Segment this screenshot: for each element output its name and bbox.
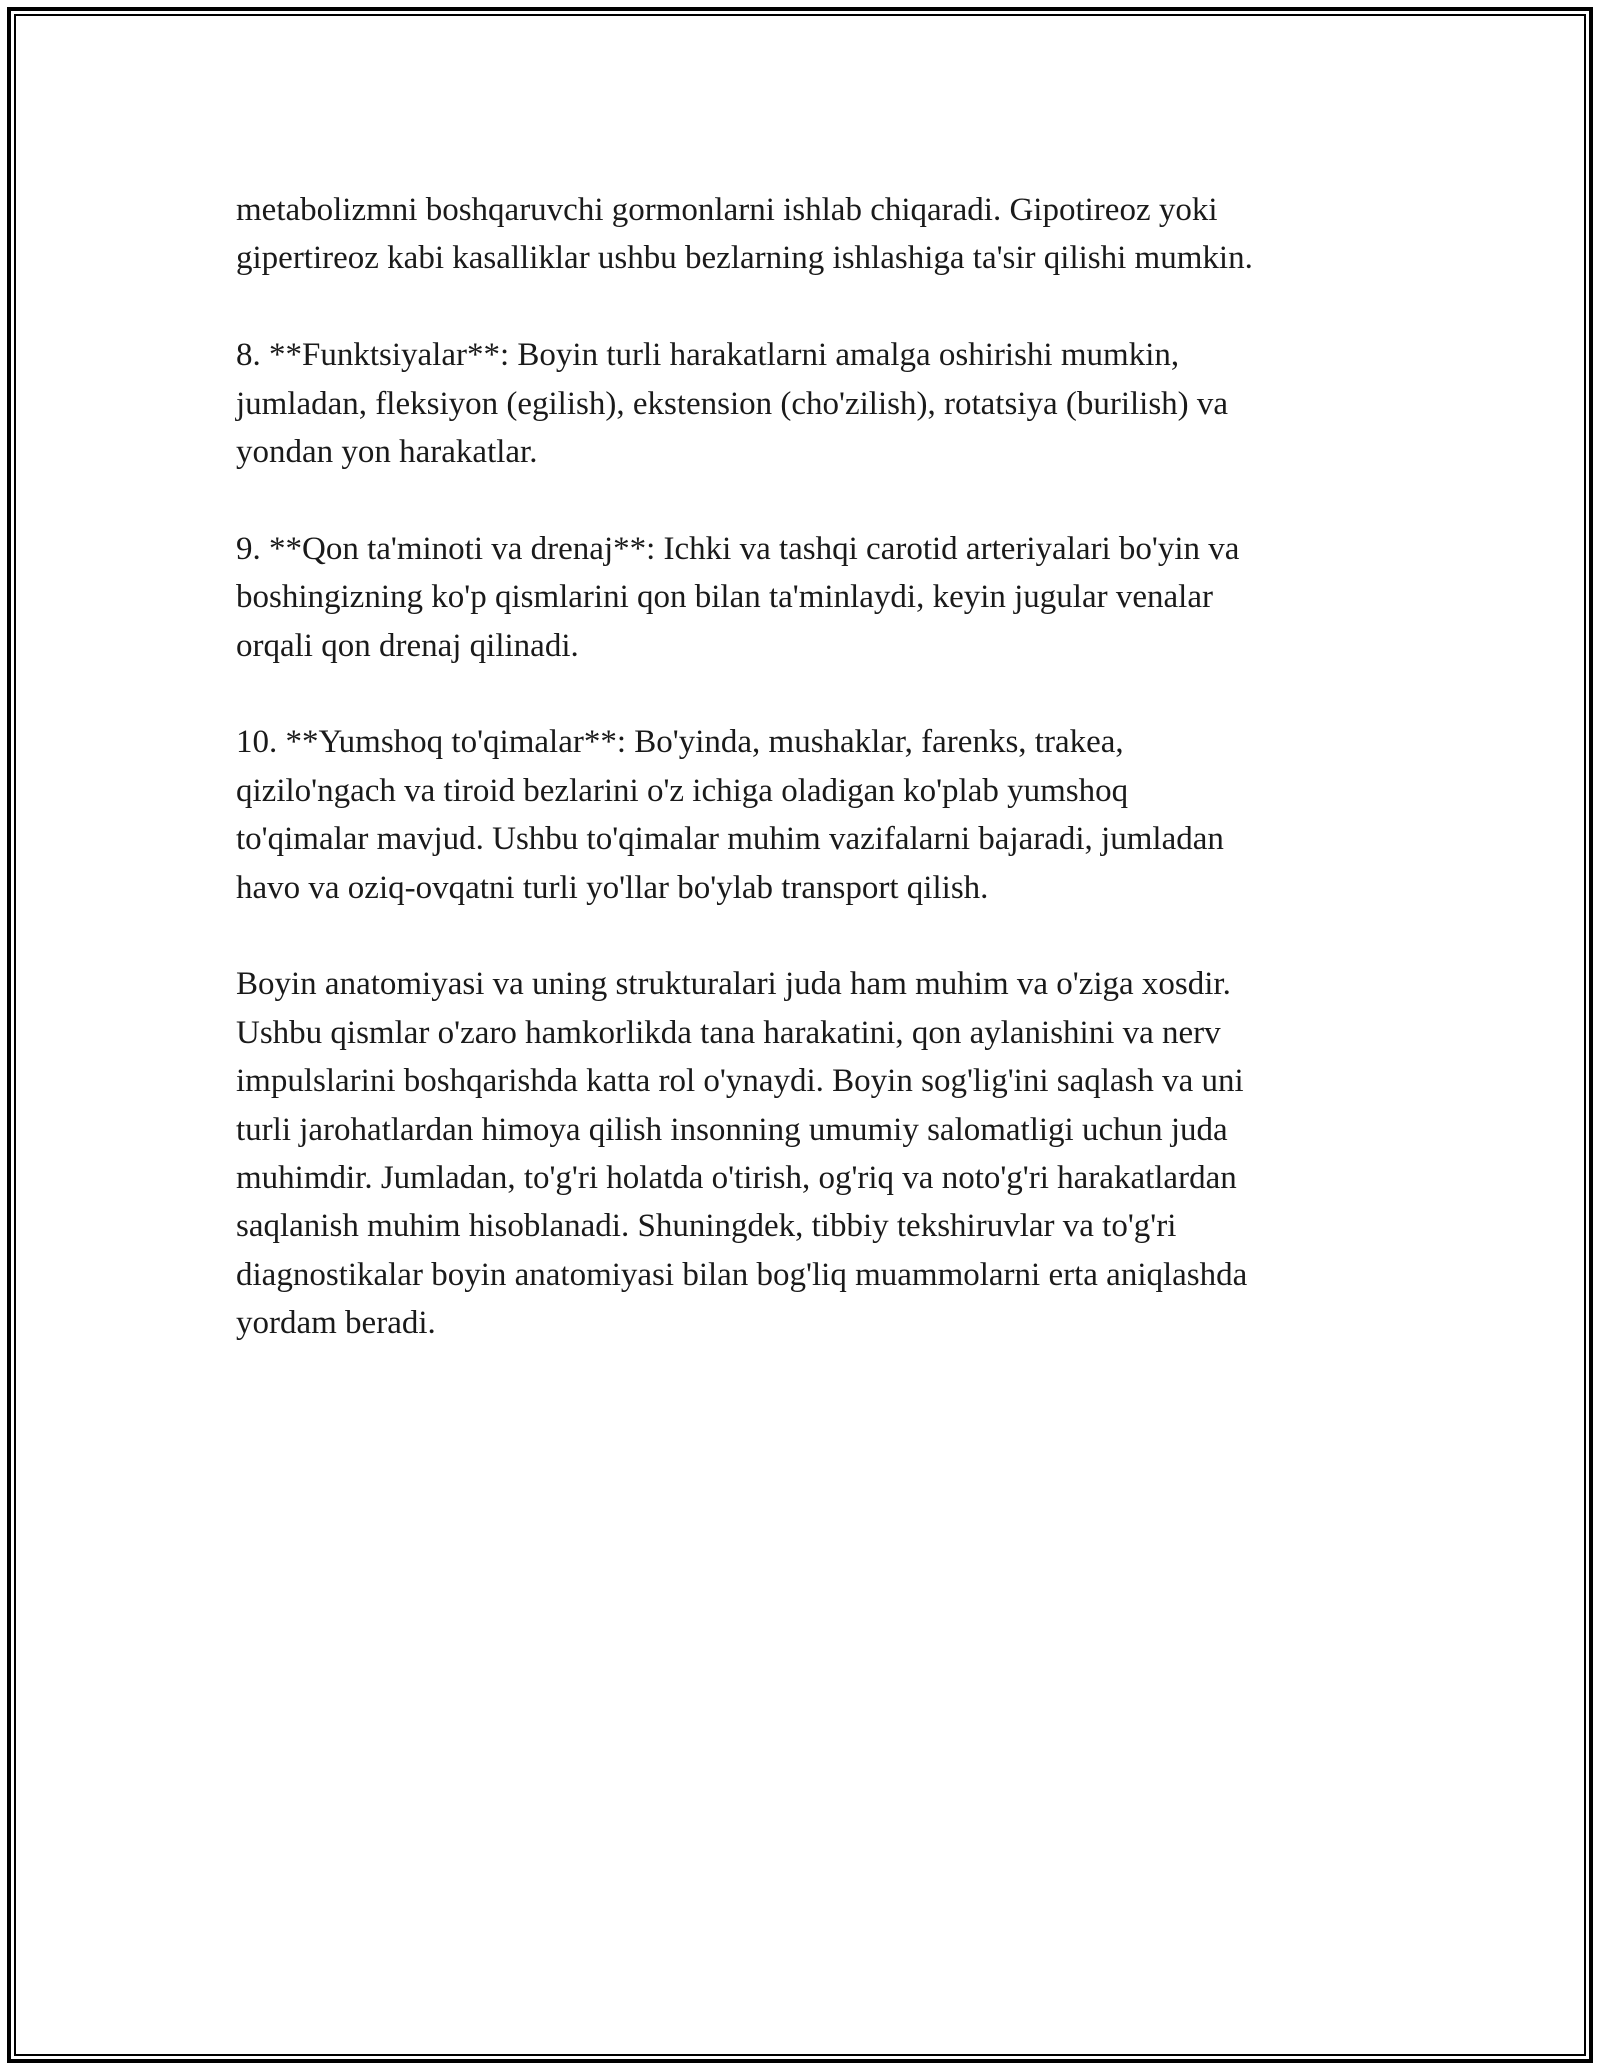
- document-body: [236, 186, 1376, 1396]
- text-line: gipertireoz kabi kasalliklar ushbu bezlarning ishlashiga ta'sir qilishi mumkin.: [236, 240, 1253, 277]
- text-line: Ushbu qismlar o'zaro hamkorlikda tana harakatini, qon aylanishini va nerv: [236, 1014, 1221, 1051]
- text-line: turli jarohatlardan himoya qilish insonning umumiy salomatligi uchun juda: [236, 1111, 1228, 1148]
- text-line: yondan yon harakatlar.: [236, 434, 538, 471]
- paragraph-functions: [236, 331, 1376, 476]
- text-line: 8. **Funktsiyalar**: Boyin turli harakatlarni amalga oshirishi mumkin,: [236, 337, 1180, 374]
- paragraph-blood-supply: [236, 525, 1376, 670]
- paragraph-hormones: [236, 186, 1376, 283]
- paragraph-soft-tissues: [236, 718, 1376, 912]
- text-line: to'qimalar mavjud. Ushbu to'qimalar muhim vazifalarni bajaradi, jumladan: [236, 821, 1224, 858]
- text-line: yordam beradi.: [236, 1305, 436, 1342]
- text-line: orqali qon drenaj qilinadi.: [236, 627, 579, 664]
- text-line: 10. **Yumshoq to'qimalar**: Bo'yinda, mushaklar, farenks, trakea,: [236, 724, 1124, 761]
- text-line: metabolizmni boshqaruvchi gormonlarni ishlab chiqaradi. Gipotireoz yoki: [236, 192, 1218, 228]
- text-line: saqlanish muhim hisoblanadi. Shuningdek, tibbiy tekshiruvlar va to'g'ri: [236, 1208, 1177, 1245]
- text-line: boshingizning ko'p qismlarini qon bilan ta'minlaydi, keyin jugular venalar: [236, 579, 1213, 616]
- text-line: havo va oziq-ovqatni turli yo'llar bo'ylab transport qilish.: [236, 869, 989, 906]
- text-line: muhimdir. Jumladan, to'g'ri holatda o'tirish, og'riq va noto'g'ri harakatlardan: [236, 1160, 1237, 1197]
- text-line: diagnostikalar boyin anatomiyasi bilan bog'liq muammolarni erta aniqlashda: [236, 1256, 1248, 1293]
- paragraph-conclusion: [236, 960, 1376, 1347]
- text-line: 9. **Qon ta'minoti va drenaj**: Ichki va tashqi carotid arteriyalari bo'yin va: [236, 530, 1240, 567]
- text-line: impulslarini boshqarishda katta rol o'ynaydi. Boyin sog'lig'ini saqlash va uni: [236, 1063, 1244, 1100]
- text-line: qizilo'ngach va tiroid bezlarini o'z ichiga oladigan ko'plab yumshoq: [236, 772, 1129, 809]
- text-line: jumladan, fleksiyon (egilish), ekstension (cho'zilish), rotatsiya (burilish) va: [236, 385, 1229, 422]
- text-line: Boyin anatomiyasi va uning strukturalari juda ham muhim va o'ziga xosdir.: [236, 966, 1231, 1003]
